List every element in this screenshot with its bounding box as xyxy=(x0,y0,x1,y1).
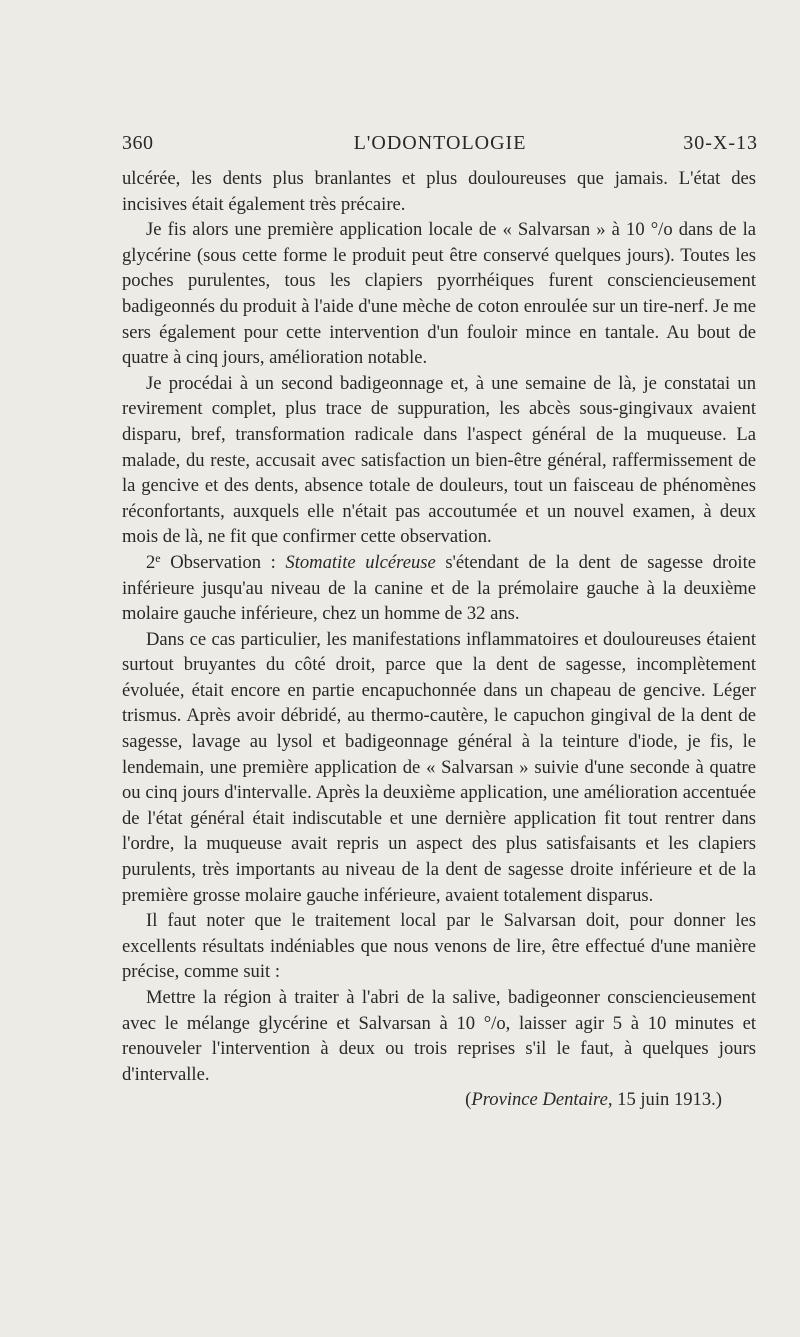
paragraph-treatment-note: Il faut noter que le traitement local par le Salvarsan doit, pour donner les excellents résultats indéniables que nous venons de lire, être effectué d'une manière précise, comme suit : xyxy=(122,910,756,983)
paragraph-continuation: ulcérée, les dents plus branlantes et plus douloureuses que jamais. L'état des incisives était également très précaire. xyxy=(122,168,756,215)
paragraph-second-badigeonnage: Je procédai à un second badigeonnage et, à une semaine de là, je constatai un revirement complet, plus trace de suppuration, les abcès sous-gingivaux avaient disparu, bref, transformation radicale dans l'aspect général de la muqueuse. La malade, du reste, accusait avec satisfaction un bien-être général, raffermissement de la gencive et des dents, absence totale de douleurs, tout un faisceau de phénomènes réconfortants, auxquels elle n'était pas accoutumée et un nouvel examen, à deux mois de là, ne fit que confirmer cette observation. xyxy=(122,372,756,548)
article-body xyxy=(122,166,756,1113)
paragraph-first-application: Je fis alors une première application locale de « Salvarsan » à 10 °/o dans de la glycérine (sous cette forme le produit peut être conservé quelques jours). Toutes les poches purulentes, tous les clapiers pyorrhéiques furent consciencieusement badigeonnés du produit à l'aide d'une mèche de coton enroulée sur un tire-nerf. Je me sers également pour cette intervention d'un fouloir mince en tantale. Au bout de quatre à cinq jours, amélioration notable. xyxy=(122,219,757,369)
observation-description: s'étendant de la dent de sagesse droite inférieure jusqu'au niveau de la canine et de la prémolaire gauche à la deuxième molaire gauche inférieure, chez un homme de 32 ans. xyxy=(122,551,756,625)
paragraph-case-details: Dans ce cas particulier, les manifestations inflammatoires et douloureuses étaient surtout bruyantes du côté droit, parce que la dent de sagesse, incomplètement évoluée, était encore en partie encapuchonnée dans un chapeau de gencive. Léger trismus. Après avoir débridé, au thermo-cautère, le capuchon gingival de la dent de sagesse, lavage au lysol et badigeonnage général à la teinture d'iode, je fis, le lendemain, une première application de « Salvarsan » suivie d'une seconde à quatre ou cinq jours d'intervalle. Après la deuxième application, une amélioration accentuée de l'état général était indiscutable et une dernière application fit tout rentrer dans l'ordre, la muqueuse avait repris un aspect des plus satisfaisants et les clapiers purulents, très importants au niveau de la dent de sagesse droite inférieure et de la première grosse molaire gauche inférieure, avaient totalement disparus. xyxy=(122,628,756,906)
journal-title: L'ODONTOLOGIE xyxy=(353,132,527,154)
issue-date: 30-X-13 xyxy=(683,132,758,154)
observation-number: 2 xyxy=(146,551,156,573)
observation-title: Stomatite ulcéreuse xyxy=(285,551,436,573)
source-citation xyxy=(122,1087,756,1113)
paragraph-procedure: Mettre la région à traiter à l'abri de la salive, badigeonner consciencieusement avec le mélange glycérine et Salvarsan à 10 °/o, laisser agir 5 à 10 minutes et renouveler l'intervention à deux ou trois reprises s'il le faut, à quelques jours d'intervalle. xyxy=(122,987,756,1085)
paragraph-observation-2 xyxy=(122,550,756,627)
observation-label: Observation : xyxy=(160,551,286,573)
page-number: 360 xyxy=(122,132,154,154)
source-open-paren: ( xyxy=(465,1089,472,1111)
source-date: 15 juin 1913.) xyxy=(612,1089,722,1111)
observation-ordinal: e xyxy=(155,550,161,565)
running-header xyxy=(122,132,758,158)
source-title: Province Dentaire, xyxy=(471,1089,613,1111)
